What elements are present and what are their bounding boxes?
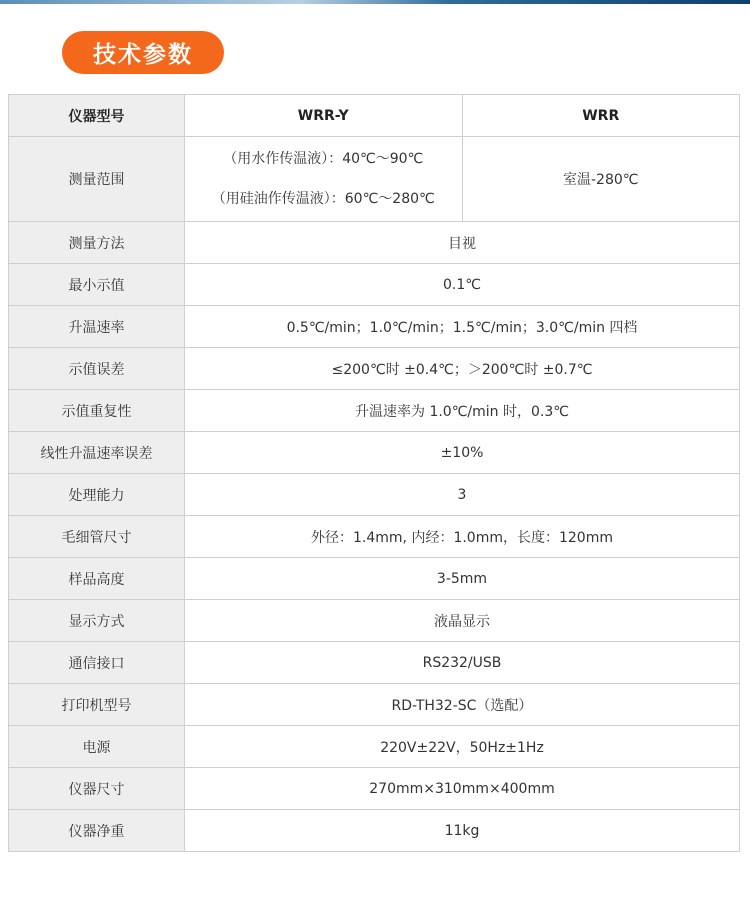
row-label: 示值误差 [9, 348, 185, 390]
table-row [9, 222, 740, 264]
row-label: 仪器尺寸 [9, 768, 185, 810]
row-label: 线性升温速率误差 [9, 432, 185, 474]
row-value: 220V±22V，50Hz±1Hz [185, 726, 740, 768]
row-label: 升温速率 [9, 306, 185, 348]
row-value: 0.1℃ [185, 264, 740, 306]
row-label: 最小示值 [9, 264, 185, 306]
table-row [9, 348, 740, 390]
table-row [9, 516, 740, 558]
row-value: RD-TH32-SC（选配） [185, 684, 740, 726]
row-value: 目视 [185, 222, 740, 264]
table-row [9, 768, 740, 810]
section-title-badge [62, 31, 224, 74]
spec-rows [9, 222, 740, 852]
row-label: 样品高度 [9, 558, 185, 600]
row-label: 电源 [9, 726, 185, 768]
row-value: 3 [185, 474, 740, 516]
spec-table [8, 94, 740, 852]
header-label: 仪器型号 [9, 95, 185, 137]
row-value: 3-5mm [185, 558, 740, 600]
row-label: 测量方法 [9, 222, 185, 264]
table-row [9, 264, 740, 306]
row-value: 11kg [185, 810, 740, 852]
row-value: 外径：1.4mm, 内经：1.0mm，长度：120mm [185, 516, 740, 558]
table-row [9, 390, 740, 432]
row-label: 显示方式 [9, 600, 185, 642]
header-model-wrr-y: WRR-Y [185, 95, 463, 137]
table-row [9, 684, 740, 726]
table-row [9, 810, 740, 852]
table-row-range [9, 137, 740, 222]
range-label: 测量范围 [9, 137, 185, 222]
table-row [9, 558, 740, 600]
row-value: 0.5℃/min；1.0℃/min；1.5℃/min；3.0℃/min 四档 [185, 306, 740, 348]
row-value: ±10% [185, 432, 740, 474]
row-value: 液晶显示 [185, 600, 740, 642]
header-model-wrr: WRR [462, 95, 740, 137]
top-decorative-band [0, 0, 750, 4]
row-label: 仪器净重 [9, 810, 185, 852]
section-title: 技术参数 [93, 42, 193, 68]
row-label: 毛细管尺寸 [9, 516, 185, 558]
range-line-oil: （用硅油作传温液）：60℃～280℃ [211, 191, 435, 207]
row-label: 示值重复性 [9, 390, 185, 432]
range-line-water: （用水作传温液）：40℃～90℃ [223, 151, 424, 167]
row-label: 打印机型号 [9, 684, 185, 726]
table-row [9, 306, 740, 348]
row-value: 升温速率为 1.0℃/min 时，0.3℃ [185, 390, 740, 432]
table-row [9, 474, 740, 516]
row-label: 通信接口 [9, 642, 185, 684]
table-row-header [9, 95, 740, 137]
range-value-wrr-y [185, 137, 463, 222]
table-row [9, 600, 740, 642]
row-value: 270mm×310mm×400mm [185, 768, 740, 810]
table-row [9, 642, 740, 684]
table-row [9, 726, 740, 768]
row-value: RS232/USB [185, 642, 740, 684]
row-label: 处理能力 [9, 474, 185, 516]
range-value-wrr: 室温-280℃ [462, 137, 740, 222]
table-row [9, 432, 740, 474]
row-value: ≤200℃时 ±0.4℃；＞200℃时 ±0.7℃ [185, 348, 740, 390]
